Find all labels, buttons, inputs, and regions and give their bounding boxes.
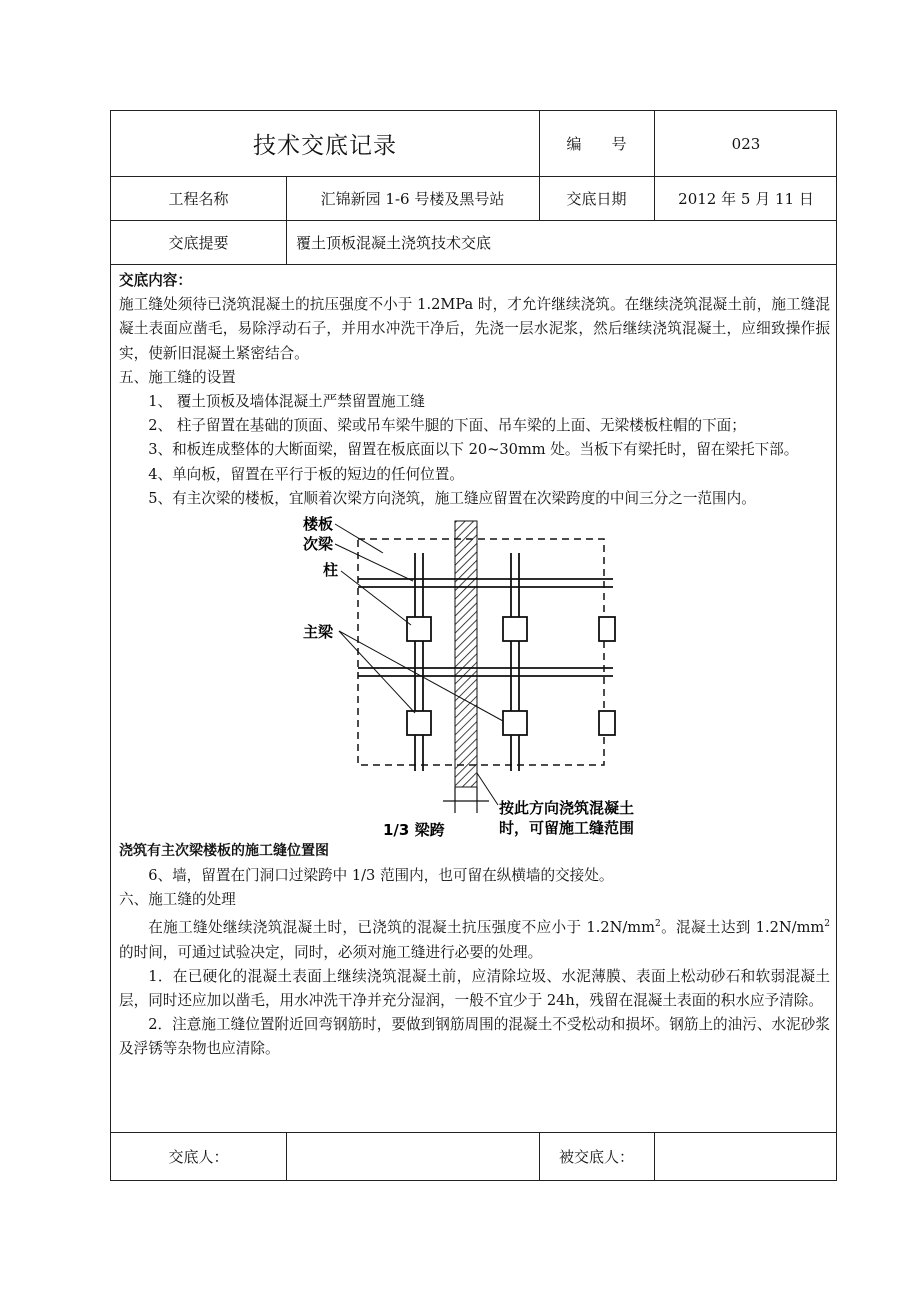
- list-item: 2、 柱子留置在基础的顶面、梁或吊车梁牛腿的下面、吊车梁的上面、无梁楼板柱帽的下面；: [148, 417, 746, 435]
- list-item: 6、墙，留置在门洞口过梁跨中 1/3 范围内，也可留在纵横墙的交接处。: [148, 867, 614, 885]
- label-secondary-beam: 次梁: [303, 535, 334, 554]
- beam-slab-plan-drawing: [303, 513, 673, 863]
- receiver-label: 被交底人：: [558, 1147, 634, 1166]
- label-span: 1/3 梁跨: [383, 821, 445, 840]
- text-run: 。混凝土达到 1.2N/mm: [660, 919, 825, 937]
- project-name-label: 工程名称: [168, 189, 229, 208]
- span-marker: [443, 787, 489, 813]
- leader-lines: [335, 524, 503, 805]
- receiver-signature-field[interactable]: [654, 1132, 838, 1180]
- label-slab: 楼板: [303, 515, 334, 534]
- date-value: 2012 年 5 月 11 日: [678, 189, 814, 208]
- content-paragraph: [119, 912, 830, 964]
- joint-range-strip: [455, 521, 477, 787]
- label-column: 柱: [323, 561, 339, 580]
- date-label: 交底日期: [566, 189, 627, 208]
- disclosure-content: [111, 265, 836, 1131]
- content-paragraph: 施工缝处须待已浇筑混凝土的抗压强度不小于 1.2MPa 时，才允许继续浇筑。在继续浇筑混凝土前，施工缝混凝土表面应凿毛，易除浮动石子，并用水冲洗干净后，先浇一层水泥浆，然后继续浇筑混凝土，应细致操作振实，使新旧混凝土紧密结合。: [119, 296, 830, 362]
- list-item: 2．注意施工缝位置附近回弯钢筋时，要做到钢筋周围的混凝土不受松动和损坏。钢筋上的油污、水泥砂浆及浮锈等杂物也应清除。: [119, 1016, 830, 1058]
- list-item: 4、单向板，留置在平行于板的短边的任何位置。: [148, 465, 464, 483]
- discloser-signature-field[interactable]: [286, 1132, 539, 1180]
- content-heading: 交底内容：: [119, 272, 192, 289]
- text-run: 在施工缝处继续浇筑混凝土时，已浇筑的混凝土抗压强度不应小于 1.2N/mm: [148, 919, 655, 937]
- summary-label: 交底提要: [168, 233, 229, 252]
- construction-joint-diagram: [119, 511, 830, 864]
- label-main-beam: 主梁: [303, 623, 334, 642]
- section-heading: 六、施工缝的处理: [119, 891, 236, 909]
- superscript: 2: [824, 919, 830, 930]
- section-heading: 五、施工缝的设置: [119, 368, 236, 386]
- disclosure-record-form: [110, 110, 837, 1181]
- label-direction-2: 时，可留施工缝范围: [499, 819, 635, 838]
- number-label: 编 号: [566, 135, 627, 153]
- number-value: 023: [731, 134, 761, 153]
- label-direction-1: 按此方向浇筑混凝土: [499, 799, 635, 818]
- document-title: 技术交底记录: [253, 133, 397, 159]
- list-item: 1．在已硬化的混凝土表面上继续浇筑混凝土前，应清除垃圾、水泥薄膜、表面上松动砂石和软弱混凝土层，同时还应加以凿毛，用水冲洗干净并充分湿润，一般不宜少于 24h，残留在混凝土表面的积水应予清除。: [119, 967, 830, 1009]
- list-item: 5、有主次梁的楼板，宜顺着次梁方向浇筑，施工缝应留置在次梁跨度的中间三分之一范围内。: [148, 489, 756, 507]
- summary-value: 覆土顶板混凝土浇筑技术交底: [296, 233, 492, 252]
- list-item: 1、 覆土顶板及墙体混凝土严禁留置施工缝: [148, 393, 425, 411]
- text-run: 的时间，可通过试验决定，同时，必须对施工缝进行必要的处理。: [119, 943, 543, 961]
- superscript: 2: [654, 919, 661, 930]
- figure-caption: 浇筑有主次梁楼板的施工缝位置图: [119, 843, 329, 860]
- discloser-label: 交底人：: [168, 1147, 229, 1166]
- secondary-beams: [358, 579, 613, 676]
- list-item: 3、和板连成整体的大断面梁，留置在板底面以下 20~30mm 处。当板下有梁托时，留在梁托下部。: [148, 441, 799, 459]
- project-name-value: 汇锦新园 1-6 号楼及黑号站: [320, 189, 505, 208]
